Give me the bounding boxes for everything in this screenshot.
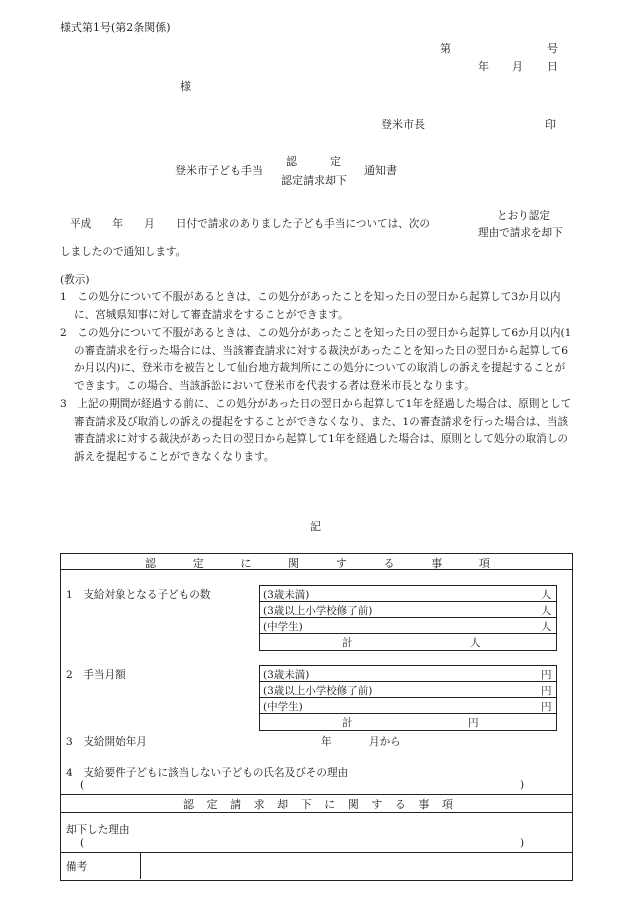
- title-suffix: 通知書: [364, 164, 397, 177]
- date-day: 日: [547, 60, 558, 73]
- title-option-reject: 認定請求却下: [281, 174, 347, 187]
- children-row-label: (3歳未満): [263, 589, 310, 601]
- notice-item-1: 1 この処分について不服があるときは、この処分があったことを知った日の翌日から起算して3か月以内に、宮城県知事に対して審査請求をすることができます。: [60, 291, 561, 321]
- section1-header-char: 事: [431, 557, 443, 570]
- notice-item-2: 2 この処分について不服があるときは、この処分があったことを知った日の翌日から起算して6か月以内(1の審査請求を行った場合には、当該審査請求に対する裁決があったことを知った日の翌日から起算して6か月以内)に、登米市を被告として仙台地方裁判所にこの処分についての取消しの訴えを提起することができます。この場合、当該訴訟において登米市を代表する者は登米市長となります。: [60, 327, 572, 392]
- amount-total-unit: 円: [468, 717, 479, 729]
- remarks-label: 備考: [66, 861, 88, 873]
- ki-label: 記: [310, 520, 321, 533]
- divider: [259, 713, 556, 714]
- paren-open: (: [80, 837, 85, 849]
- section1-header-char: 認: [145, 557, 156, 570]
- section2-header-char: 請: [230, 798, 242, 811]
- section2-header-char: 却: [277, 798, 289, 811]
- amount-row-unit: 円: [541, 685, 552, 697]
- paren-open: (: [80, 779, 85, 791]
- intro-option-certify: とおり認定: [497, 210, 550, 222]
- issuer: 登米市長: [381, 118, 425, 131]
- divider: [60, 569, 572, 570]
- rejection-reason-label: 却下した理由: [66, 824, 130, 836]
- item3-month: 月から: [369, 736, 401, 748]
- title-option-certify: 認 定: [286, 155, 341, 168]
- section2-header-char: 求: [253, 798, 265, 811]
- section1-header-char: 定: [192, 557, 204, 570]
- item4-label: 4 支給要件子どもに該当しない子どもの氏名及びその理由: [66, 767, 349, 779]
- date-year: 年: [478, 60, 489, 73]
- section2-header-char: す: [371, 798, 383, 811]
- section2-header-char: 下: [300, 798, 312, 811]
- addressee-suffix: 様: [180, 80, 191, 93]
- intro-option-reject: 理由で請求を却下: [478, 227, 563, 239]
- item3-year: 年: [321, 736, 332, 748]
- children-total-label: 計: [342, 637, 353, 649]
- section1-header-char: す: [335, 557, 347, 570]
- children-row-label: (3歳以上小学校修了前): [263, 605, 373, 617]
- amount-row-label: (3歳未満): [263, 669, 310, 681]
- section2-header-char: 認: [183, 798, 194, 811]
- amount-row-unit: 円: [541, 701, 552, 713]
- amount-row-unit: 円: [541, 669, 552, 681]
- section2-header-char: 定: [206, 798, 218, 811]
- children-row-label: (中学生): [263, 621, 303, 633]
- children-row-unit: 人: [541, 589, 552, 601]
- section1-header-char: 項: [478, 557, 490, 570]
- item3-label: 3 支給開始年月: [66, 736, 147, 748]
- section1-header-char: る: [383, 557, 395, 570]
- section2-header: [183, 796, 453, 812]
- section1-header-char: 関: [288, 557, 300, 570]
- children-row-unit: 人: [541, 621, 552, 633]
- title-prefix: 登米市子ども手当: [175, 164, 263, 177]
- amount-row-label: (中学生): [263, 701, 303, 713]
- section2-header-char: に: [324, 798, 336, 811]
- section2-header-char: る: [394, 798, 406, 811]
- seal-mark: 印: [545, 118, 556, 131]
- paren-close: ): [520, 779, 525, 791]
- divider: [60, 812, 572, 813]
- notice-heading: (教示): [60, 274, 90, 286]
- children-total-unit: 人: [470, 637, 481, 649]
- children-row-unit: 人: [541, 605, 552, 617]
- notice-item-3: 3 上記の期間が経過する前に、この処分があった日の翌日から起算して1年を経過した場合は、原則として審査請求及び取消しの訴えの提起をすることができなくなり、また、1の審査請求を行った場合は、当該審査請求に対する裁決があった日の翌日から起算して1年を経過した場合は、原則として処分の取消しの訴えを提起することができなくなります。: [60, 398, 572, 463]
- intro-line2: しましたので通知します。: [60, 246, 187, 258]
- item2-label: 2 手当月額: [66, 669, 126, 681]
- form-number: 様式第1号(第2条関係): [60, 21, 171, 34]
- section2-header-char: 事: [418, 798, 430, 811]
- section2-header-char: 関: [347, 798, 359, 811]
- number-prefix: 第: [440, 42, 451, 55]
- paren-close: ): [520, 837, 525, 849]
- item1-label: 1 支給対象となる子どもの数: [66, 589, 211, 601]
- section2-header-char: 項: [441, 798, 453, 811]
- intro-line1: 平成 年 月 日付で請求のありました子ども手当については、次の: [70, 218, 430, 230]
- remarks-field[interactable]: [141, 853, 571, 879]
- amount-total-label: 計: [342, 717, 353, 729]
- divider: [60, 794, 572, 795]
- section1-header-char: に: [240, 557, 252, 570]
- divider: [259, 633, 556, 634]
- date-month: 月: [512, 60, 523, 73]
- number-suffix: 号: [547, 42, 558, 55]
- amount-row-label: (3歳以上小学校修了前): [263, 685, 373, 697]
